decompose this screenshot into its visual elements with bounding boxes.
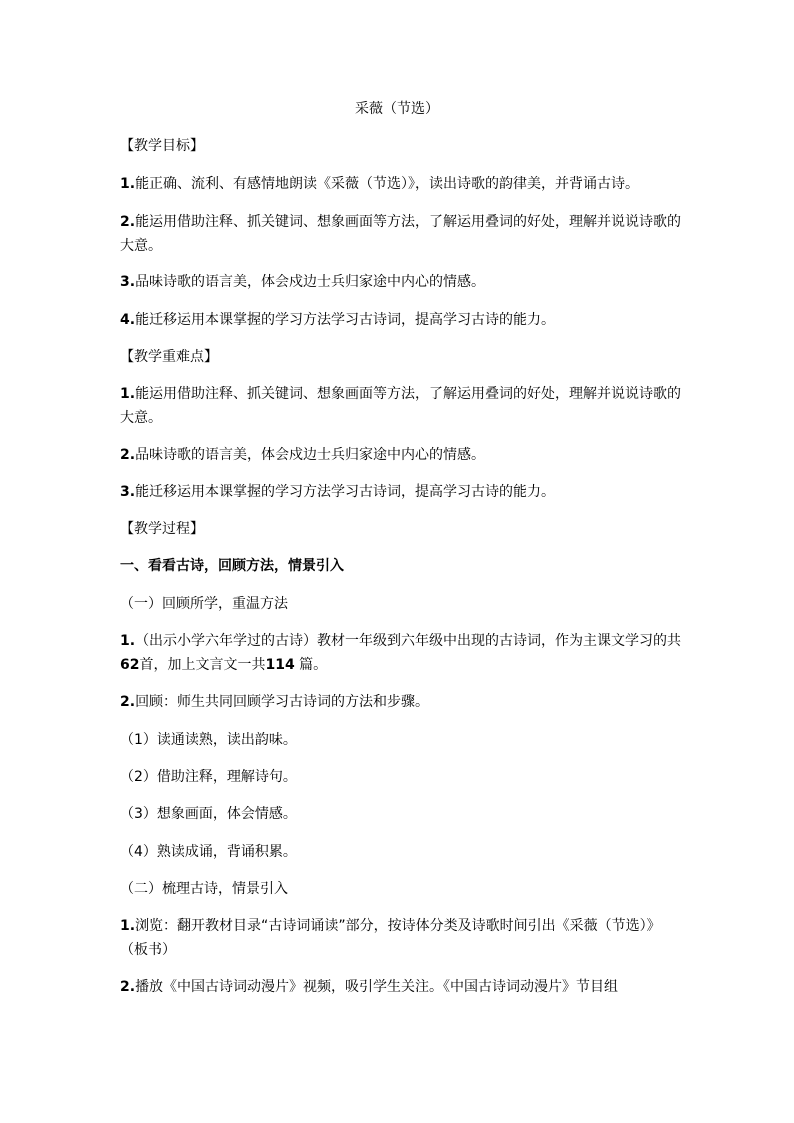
goal-item-2-continuation: 大意。 bbox=[120, 238, 162, 254]
item-text: 品味诗歌的语言美，体会戍边士兵归家途中内心的情感。 bbox=[135, 447, 486, 463]
key-point-item-1 bbox=[120, 382, 680, 406]
item-number: 1. bbox=[120, 633, 136, 649]
item-number: 4. bbox=[120, 312, 136, 328]
process-sub-1-item-1-continuation bbox=[120, 653, 680, 677]
item-text: 能正确、流利、有感情地朗读《采薇（节选）》，读出诗歌的韵律美，并背诵古诗。 bbox=[135, 176, 640, 192]
item-text: 能迁移运用本课掌握的学习方法学习古诗词，提高学习古诗的能力。 bbox=[135, 484, 556, 500]
section-heading-key-points: 【教学重难点】 bbox=[120, 349, 218, 365]
process-step-2: （2）借助注释，理解诗句。 bbox=[120, 769, 297, 785]
section-heading-goals: 【教学目标】 bbox=[120, 138, 204, 154]
process-sub-2-item-1 bbox=[120, 914, 680, 938]
process-step-4: （4）熟读成诵，背诵积累。 bbox=[120, 844, 297, 860]
key-point-item-2 bbox=[120, 443, 680, 467]
process-sub-2-item-2 bbox=[120, 975, 680, 999]
process-sub-1-title: （一）回顾所学，重温方法 bbox=[120, 596, 288, 612]
goal-item-1 bbox=[120, 172, 680, 196]
item-number: 3. bbox=[120, 484, 136, 500]
document-title: 采薇（节选） bbox=[355, 101, 439, 117]
key-point-item-1-continuation: 大意。 bbox=[120, 410, 162, 426]
item-text: 能运用借助注释、抓关键词、想象画面等方法，了解运用叠词的好处，理解并说说诗歌的 bbox=[135, 386, 682, 402]
item-number: 1. bbox=[120, 176, 136, 192]
item-text: 品味诗歌的语言美，体会戍边士兵归家途中内心的情感。 bbox=[135, 274, 486, 290]
item-number: 1. bbox=[120, 386, 136, 402]
continuation-end: 篇。 bbox=[299, 657, 328, 673]
item-text: 回顾：师生共同回顾学习古诗词的方法和步骤。 bbox=[135, 694, 430, 710]
item-number: 2. bbox=[120, 979, 136, 995]
number-62: 62 bbox=[120, 657, 140, 673]
item-text: 播放《中国古诗词动漫片》视频，吸引学生关注。《中国古诗词动漫片》节目组 bbox=[135, 979, 619, 995]
item-text: 能迁移运用本课掌握的学习方法学习古诗词，提高学习古诗的能力。 bbox=[135, 312, 556, 328]
key-point-item-3 bbox=[120, 480, 680, 504]
section-heading-process: 【教学过程】 bbox=[120, 521, 204, 537]
process-step-3: （3）想象画面，体会情感。 bbox=[120, 806, 297, 822]
number-114: 114 bbox=[265, 657, 295, 673]
goal-item-2 bbox=[120, 210, 680, 234]
process-sub-2-item-1-continuation: （板书） bbox=[120, 942, 176, 958]
goal-item-3 bbox=[120, 270, 680, 294]
item-number: 2. bbox=[120, 694, 136, 710]
item-text: 能运用借助注释、抓关键词、想象画面等方法，了解运用叠词的好处，理解并说说诗歌的 bbox=[135, 214, 682, 230]
process-part-1-title: 一、看看古诗，回顾方法，情景引入 bbox=[120, 558, 344, 574]
item-number: 3. bbox=[120, 274, 136, 290]
item-number: 1. bbox=[120, 918, 136, 934]
process-sub-1-item-1 bbox=[120, 629, 680, 653]
item-number: 2. bbox=[120, 214, 136, 230]
process-sub-1-item-2 bbox=[120, 690, 680, 714]
process-sub-2-title: （二）梳理古诗，情景引入 bbox=[120, 881, 288, 897]
item-text: （出示小学六年学过的古诗）教材一年级到六年级中出现的古诗词，作为主课文学习的共 bbox=[135, 633, 682, 649]
continuation-middle: 首，加上文言文一共 bbox=[139, 657, 266, 673]
item-text: 浏览：翻开教材目录“古诗词诵读”部分，按诗体分类及诗歌时间引出《采薇（节选）》 bbox=[135, 918, 661, 934]
process-step-1: （1）读通读熟，读出韵味。 bbox=[120, 732, 297, 748]
goal-item-4 bbox=[120, 308, 680, 332]
item-number: 2. bbox=[120, 447, 136, 463]
